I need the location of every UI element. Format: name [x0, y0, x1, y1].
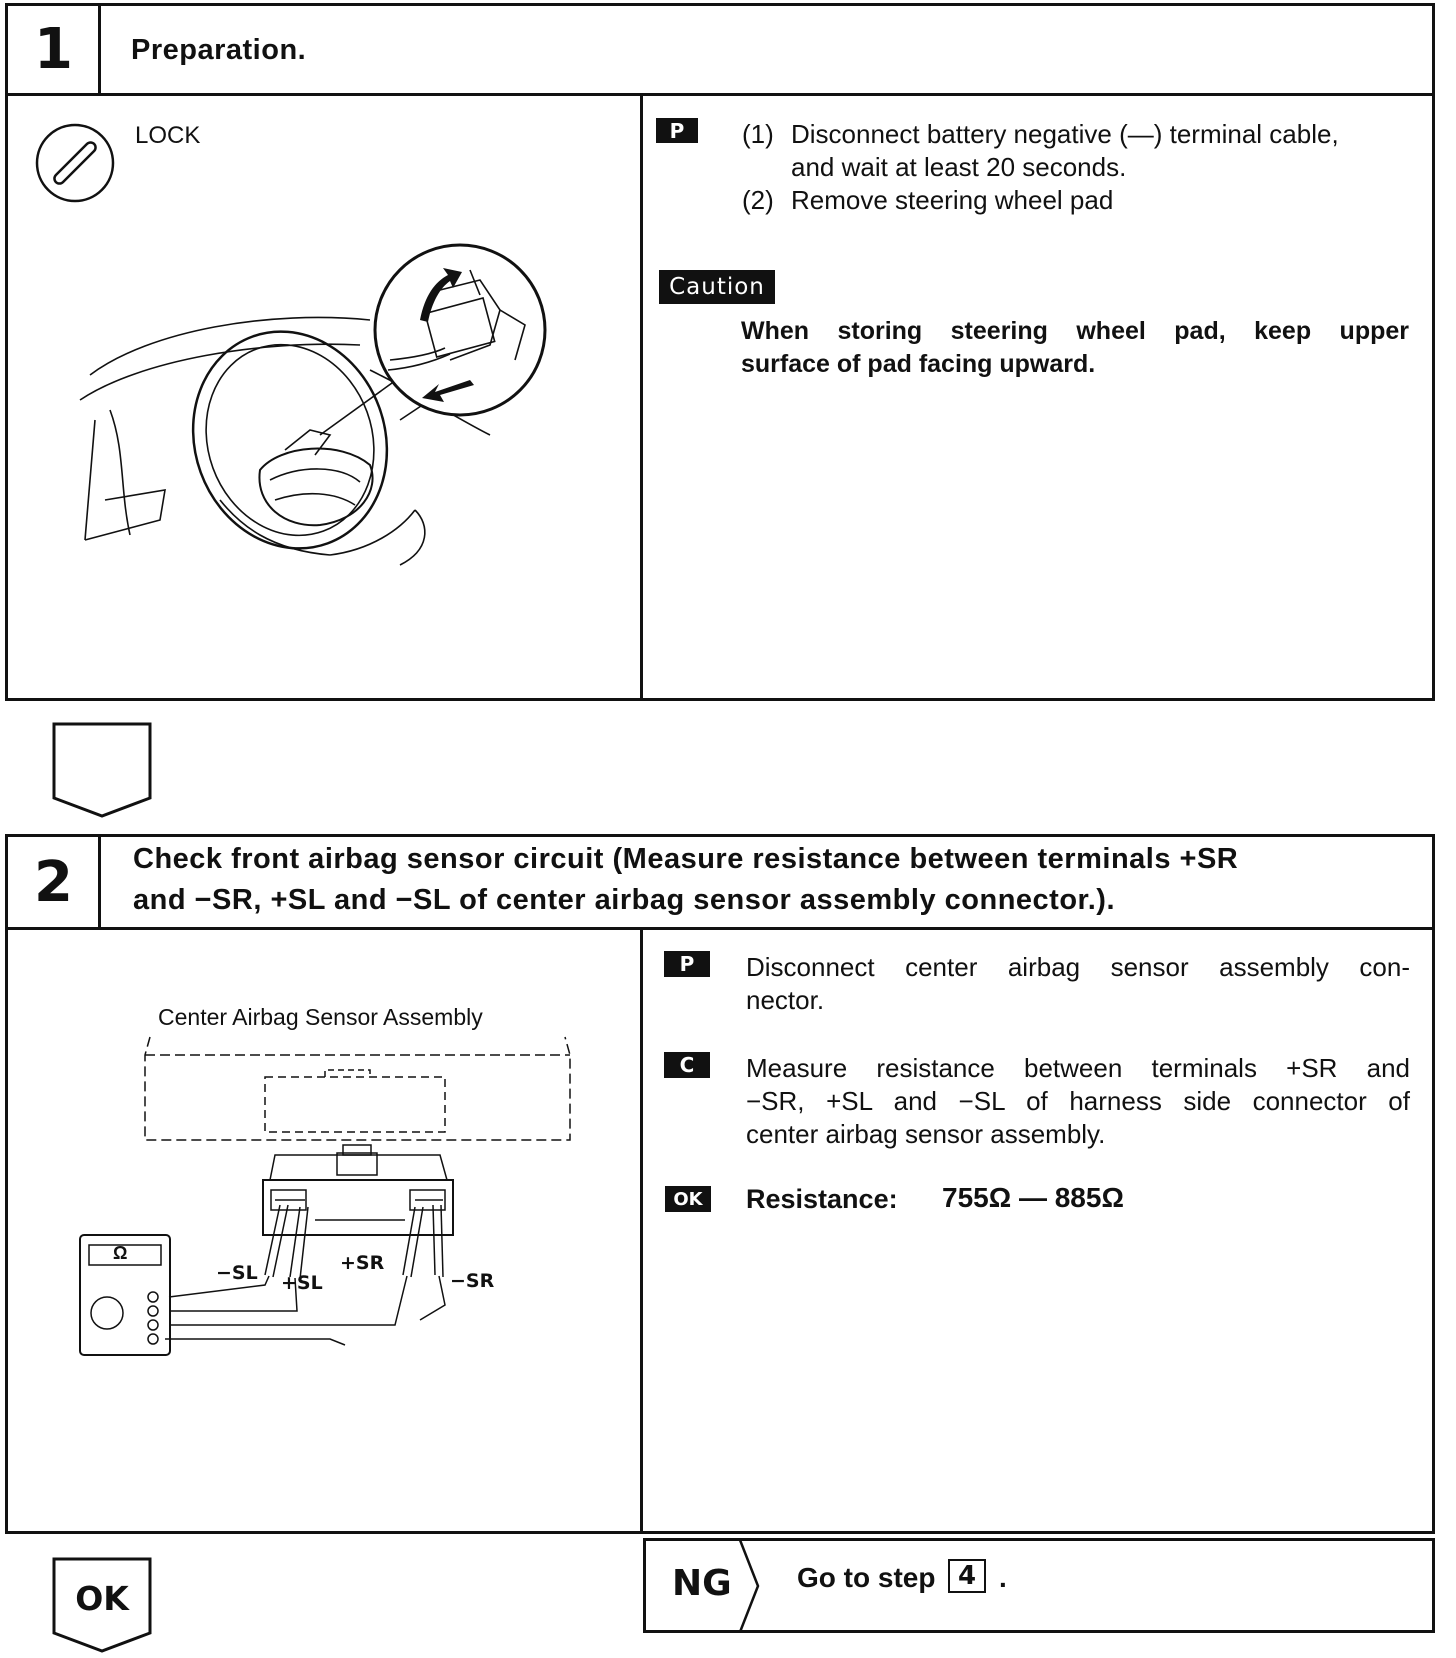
step1-instr2-line1: Remove steering wheel pad — [791, 185, 1114, 215]
step1-title: Preparation. — [131, 34, 307, 66]
diagram-title: Center Airbag Sensor Assembly — [158, 1004, 483, 1030]
step1-number: 1 — [34, 17, 73, 82]
step1-instr1-line1: Disconnect battery negative (—) terminal cable, — [791, 119, 1339, 149]
label-plus-sl: +SL — [281, 1272, 323, 1294]
label-plus-sr: +SR — [340, 1252, 385, 1274]
step2-p-line2: nector. — [746, 985, 825, 1015]
step2-c-tag: C — [664, 1052, 710, 1078]
center-airbag-sensor-diagram — [75, 1035, 595, 1365]
goto-period: . — [999, 1562, 1007, 1593]
goto-step-number: 4 — [957, 1561, 977, 1591]
step1-instr1-line2: and wait at least 20 seconds. — [791, 152, 1127, 182]
resistance-value: 755Ω — 885Ω — [942, 1182, 1124, 1213]
step1-instr2-num: (2) — [742, 185, 774, 215]
resistance-label: Resistance: — [746, 1184, 898, 1214]
caution-line1: When storing steering wheel pad, keep upper — [741, 317, 1409, 345]
step2-number: 2 — [34, 850, 73, 915]
ng-chevron — [738, 1540, 762, 1632]
step2-p-line1: Disconnect center airbag sensor assembly con- — [746, 952, 1410, 982]
caution-line2: surface of pad facing upward. — [741, 350, 1096, 378]
ok-label: OK — [75, 1579, 129, 1618]
meter-symbol: Ω — [113, 1243, 128, 1263]
ignition-lock-icon — [34, 122, 116, 204]
step2-p-tag: P — [664, 951, 710, 977]
step2-c-line2: −SR, +SL and −SL of harness side connector of — [746, 1086, 1410, 1116]
step2-title-line1: Check front airbag sensor circuit (Measure resistance between terminals +SR — [133, 843, 1239, 875]
steering-wheel-illustration — [70, 250, 570, 580]
step2-number-divider — [98, 834, 101, 930]
step1-flow-arrow — [52, 722, 152, 818]
step2-c-line1: Measure resistance between terminals +SR and — [746, 1053, 1410, 1083]
caution-tag: Caution — [659, 270, 775, 304]
lock-label: LOCK — [135, 122, 201, 149]
ng-label: NG — [672, 1563, 732, 1604]
label-minus-sl: −SL — [216, 1262, 258, 1284]
step1-number-divider — [98, 3, 101, 96]
step2-title-line2: and −SR, +SL and −SL of center airbag sensor assembly connector.). — [133, 884, 1115, 916]
step2-c-line3: center airbag sensor assembly. — [746, 1119, 1106, 1149]
step1-instr1-num: (1) — [742, 119, 774, 149]
goto-step-box — [948, 1559, 986, 1593]
label-minus-sr: −SR — [450, 1270, 495, 1292]
step2-body-divider — [640, 927, 643, 1534]
step1-body-divider — [640, 93, 643, 701]
step2-ok-tag: OK — [665, 1186, 711, 1212]
goto-text: Go to step — [797, 1562, 936, 1593]
step1-p-tag: P — [656, 118, 698, 143]
